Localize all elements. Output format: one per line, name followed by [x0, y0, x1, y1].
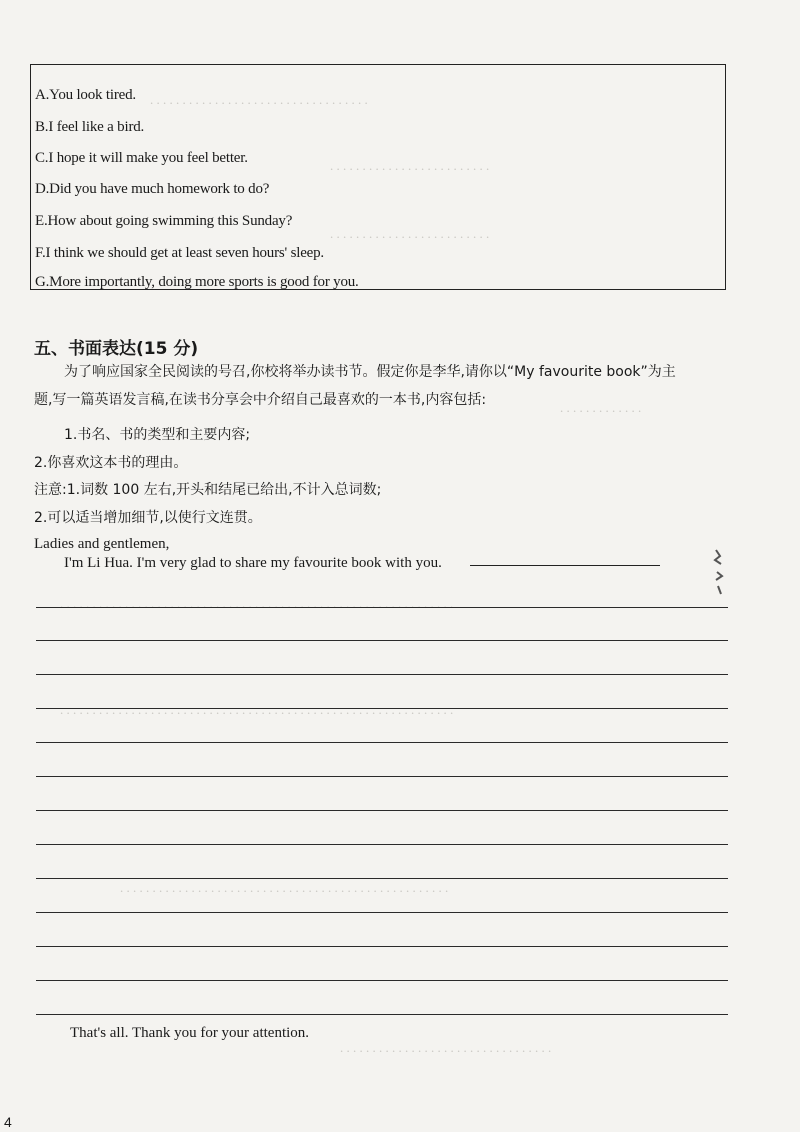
writing-line[interactable] [36, 980, 728, 981]
option-a: A.You look tired. [35, 87, 136, 103]
scan-bleed-through: . . . . . . . . . . . . . . . . . . . . . . . . . . . . . . . . . . . . . . . . . . . . . . . . . . . [120, 880, 449, 895]
writing-line-inline[interactable] [470, 565, 660, 566]
writing-line[interactable] [36, 708, 728, 709]
writing-line[interactable] [36, 844, 728, 845]
scan-bleed-through: . . . . . . . . . . . . . . . . . . . . . . . . . . . . . . . . . . [150, 92, 368, 107]
section-title: 五、书面表达(15 分) [34, 339, 199, 359]
content-requirement-2: 2.你喜欢这本书的理由。 [34, 455, 188, 471]
writing-line[interactable] [36, 810, 728, 811]
writing-line[interactable] [36, 607, 728, 608]
scan-bleed-through: . . . . . . . . . . . . . . . . . . . . . . . . . [330, 158, 490, 173]
option-e: E.How about going swimming this Sunday? [35, 213, 293, 229]
scan-bleed-through: . . . . . . . . . . . . . . . . . . . . . . . . . [330, 226, 490, 241]
prompt-line-1: 为了响应国家全民阅读的号召,你校将举办读书节。假定你是李华,请你以“My favourite book”为主 [64, 364, 676, 380]
page-number: 4 [4, 1114, 12, 1130]
essay-greeting: Ladies and gentlemen, [34, 536, 170, 552]
essay-closing: That's all. Thank you for your attention. [70, 1025, 310, 1041]
answer-options-box [30, 64, 726, 290]
margin-scribble-icon [712, 548, 726, 598]
writing-line[interactable] [36, 674, 728, 675]
writing-line[interactable] [36, 776, 728, 777]
writing-line[interactable] [36, 946, 728, 947]
scan-bleed-through: . . . . . . . . . . . . . . . . . . . . . . . . . . . . . . . . . [340, 1040, 552, 1055]
writing-line[interactable] [36, 912, 728, 913]
option-b: B.I feel like a bird. [35, 119, 145, 135]
note-2: 2.可以适当增加细节,以使行文连贯。 [34, 510, 262, 526]
essay-opening: I'm Li Hua. I'm very glad to share my favourite book with you. [64, 555, 442, 571]
writing-line[interactable] [36, 742, 728, 743]
scan-bleed-through: . . . . . . . . . . . . . . . . . . . . . . . . . . . . . . . . . . . . . . . . . . . . . . . . . . . . . . . . . . . . . [60, 596, 454, 611]
scan-bleed-through: . . . . . . . . . . . . . . . . . . . . . . . . . . . . . . . . . . . . . . . . . . . . . . . . . . . . . . . . . . . . . [60, 702, 454, 717]
writing-line[interactable] [36, 878, 728, 879]
prompt-line-2: 题,写一篇英语发言稿,在读书分享会中介绍自己最喜欢的一本书,内容包括: [34, 392, 487, 408]
writing-line[interactable] [36, 640, 728, 641]
option-g: G.More importantly, doing more sports is good for you. [35, 274, 359, 290]
option-c: C.I hope it will make you feel better. [35, 150, 248, 166]
option-f: F.I think we should get at least seven hours' sleep. [35, 245, 324, 261]
content-requirement-1: 1.书名、书的类型和主要内容; [64, 427, 251, 443]
option-d: D.Did you have much homework to do? [35, 181, 270, 197]
note-1: 注意:1.词数 100 左右,开头和结尾已给出,不计入总词数; [34, 482, 382, 498]
scan-bleed-through: . . . . . . . . . . . . . [560, 400, 642, 415]
writing-line[interactable] [36, 1014, 728, 1015]
